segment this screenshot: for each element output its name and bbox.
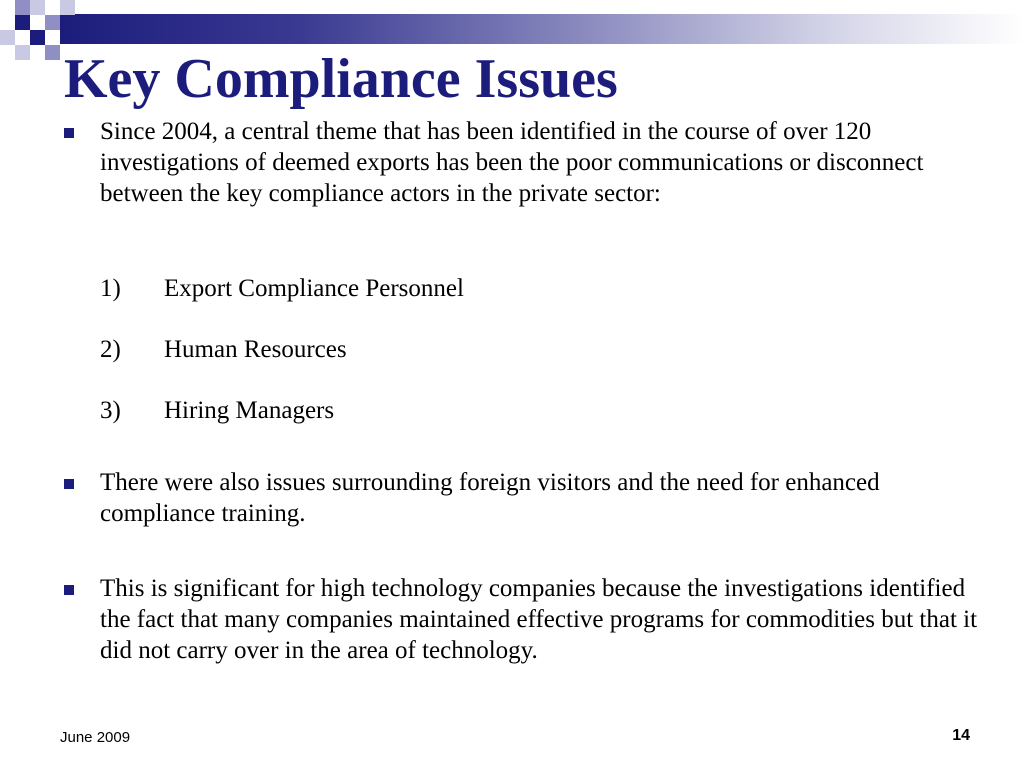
item-label: Human Resources — [164, 336, 347, 363]
numbered-item — [100, 395, 334, 426]
decorative-square — [30, 0, 45, 15]
decorative-square — [15, 15, 30, 30]
decorative-square — [15, 0, 30, 15]
item-number: 3) — [100, 397, 121, 424]
bullet-text: There were also issues surrounding foreign visitors and the need for enhanced compliance training. — [100, 469, 880, 527]
decorative-square — [60, 0, 75, 15]
header-gradient-bar — [60, 14, 1024, 44]
footer-date: June 2009 — [60, 729, 131, 746]
item-label: Hiring Managers — [164, 397, 335, 424]
bullet-marker-icon — [64, 585, 74, 595]
bullet-marker-icon — [64, 128, 74, 138]
bullet-text: Since 2004, a central theme that has been identified in the course of over 120 investigations of deemed exports has been the poor communications or disconnect between the key compliance actors in the private sector: — [100, 118, 924, 207]
item-number: 1) — [100, 275, 121, 302]
decorative-square — [45, 45, 60, 60]
numbered-item — [100, 334, 347, 365]
numbered-item — [100, 273, 464, 304]
page-number: 14 — [952, 727, 970, 744]
bullet-text: This is significant for high technology companies because the investigations identified the fact that many companies maintained effective programs for commodities but that it did not carry over in the area of technology. — [100, 575, 978, 664]
decorative-square — [0, 30, 15, 45]
decorative-square — [15, 45, 30, 60]
item-label: Export Compliance Personnel — [164, 275, 464, 302]
item-number: 2) — [100, 336, 121, 363]
decorative-square — [45, 15, 60, 30]
decorative-square — [30, 30, 45, 45]
bullet-marker-icon — [64, 479, 74, 489]
slide-title: Key Compliance Issues — [64, 48, 618, 110]
